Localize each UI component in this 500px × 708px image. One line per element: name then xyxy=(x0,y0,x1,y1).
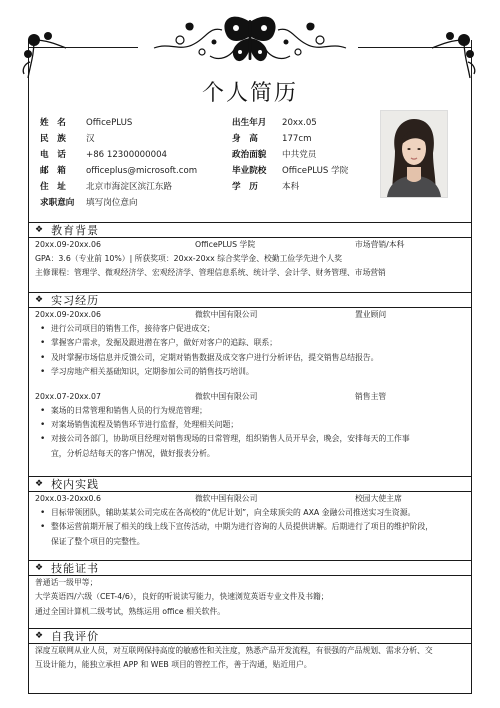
info-degree xyxy=(232,180,299,195)
job-company: 微软中国有限公司 xyxy=(195,391,258,401)
info-address xyxy=(40,180,172,195)
info-value: OfficePLUS 学院 xyxy=(282,166,349,176)
education-school: OfficePLUS 学院 xyxy=(195,240,256,249)
info-label: 电 话 xyxy=(40,150,66,160)
info-value: 20xx.05 xyxy=(282,118,317,128)
education-section xyxy=(29,222,471,281)
campus-company: 微软中国有限公司 xyxy=(195,494,258,503)
self-evaluation-section xyxy=(29,628,471,673)
education-header xyxy=(29,222,471,238)
info-value: 汉 xyxy=(86,134,95,144)
self-evaluation-body xyxy=(29,644,471,673)
list-item: • 案场的日常管理和销售人员的行为规范管理； xyxy=(51,404,465,418)
campus-row xyxy=(35,492,465,506)
skills-section xyxy=(29,560,471,619)
info-political xyxy=(232,148,316,163)
education-body xyxy=(29,238,471,281)
info-value: 本科 xyxy=(282,182,300,192)
diamond-icon: ❖ xyxy=(35,563,44,573)
corner-ornament-left-icon xyxy=(20,26,68,80)
info-label: 求职意向 xyxy=(40,198,75,208)
section-title: 校内实践 xyxy=(51,478,100,491)
section-title: 自我评价 xyxy=(51,630,100,643)
info-value: +86 12300000004 xyxy=(86,150,168,160)
job-bullets xyxy=(35,322,465,380)
skill-line: 通过全国计算机二级考试，熟练运用 office 相关软件。 xyxy=(35,606,226,616)
skills-body xyxy=(29,576,471,619)
info-height xyxy=(232,132,312,147)
education-courses: 主修课程：管理学、微观经济学、宏观经济学、管理信息系统、统计学、会计学、财务管理、市场营销 xyxy=(35,268,386,278)
info-value: 中共党员 xyxy=(282,150,317,160)
info-label: 学 历 xyxy=(232,182,258,192)
info-ethnicity xyxy=(40,132,95,147)
info-label: 政治面貌 xyxy=(232,150,267,160)
self-line: 深度互联网从业人员，对互联网保持高度的敏感性和关注度，熟悉产品开发流程，有很强的产品规划、需求分析、交 xyxy=(35,646,433,655)
list-item: • 学习房地产相关基础知识，定期参加公司的销售技巧培训。 xyxy=(51,365,465,379)
diamond-icon: ❖ xyxy=(35,295,44,305)
job-company: 微软中国有限公司 xyxy=(195,310,258,319)
job-role: 置业顾问 xyxy=(355,310,387,319)
skills-header xyxy=(29,560,471,576)
info-label: 姓 名 xyxy=(40,118,66,128)
list-item: • 对案场销售流程及销售环节进行监督，处理相关问题； xyxy=(51,418,465,432)
info-value: OfficePLUS xyxy=(86,118,133,128)
section-title: 技能证书 xyxy=(51,562,100,575)
job-period: 20xx.07-20xx.07 xyxy=(35,391,101,401)
page-title: 个人简历 xyxy=(201,81,298,106)
job-row xyxy=(35,308,465,322)
list-item: • 及时掌握市场信息并反馈公司，定期对销售数据及成交客户进行分析评估，提交销售总结报告。 xyxy=(51,351,465,365)
self-evaluation-header xyxy=(29,628,471,644)
diamond-icon: ❖ xyxy=(35,631,44,641)
campus-role: 校园大使主席 xyxy=(355,494,402,503)
list-item-continued: 宜，分析总结每天的客户情况，做好报表分析。 xyxy=(51,448,215,458)
campus-header xyxy=(29,476,471,492)
info-value: officeplus@microsoft.com xyxy=(86,166,198,176)
profile-photo xyxy=(380,110,448,198)
info-value: 北京市海淀区滨江东路 xyxy=(86,182,172,192)
info-email xyxy=(40,164,197,179)
campus-body xyxy=(29,492,471,549)
job-role: 销售主管 xyxy=(355,391,387,401)
list-item: • 目标带领团队，辅助某某公司完成在各高校的“优尼计划”，向全球顶尖的 AXA 金融公司推送实习生资源。 xyxy=(51,506,465,520)
info-value: 177cm xyxy=(282,134,312,144)
campus-period: 20xx.03-20xx0.6 xyxy=(35,494,101,503)
job-bullets xyxy=(35,404,465,447)
internship-body xyxy=(29,308,471,461)
job-period: 20xx.09-20xx.06 xyxy=(35,310,101,319)
info-value: 填写岗位意向 xyxy=(86,198,138,208)
education-period: 20xx.09-20xx.06 xyxy=(35,240,101,249)
info-school xyxy=(232,164,348,179)
education-row xyxy=(35,238,465,252)
diamond-icon: ❖ xyxy=(35,225,44,235)
list-item-continued: 保证了整个项目的完整性。 xyxy=(51,536,145,546)
internship-header xyxy=(29,292,471,308)
skill-line: 普通话一级甲等； xyxy=(35,578,98,587)
info-label: 毕业院校 xyxy=(232,166,267,176)
info-label: 民 族 xyxy=(40,134,66,144)
info-phone xyxy=(40,148,167,163)
list-item: • 进行公司项目的销售工作，接待客户促进成交； xyxy=(51,322,465,336)
skill-line: 大学英语四/六级（CET-4/6），良好的听说读写能力，快速浏览英语专业文件及书籍； xyxy=(35,592,329,602)
education-gpa: GPA：3.6（专业前 10%）| 所获奖项：20xx-20xx 综合奖学金、校勤工俭学先进个人奖 xyxy=(35,254,342,263)
info-birth xyxy=(232,116,317,131)
education-major: 市场营销/本科 xyxy=(355,240,405,249)
list-item: • 对接公司各部门，协助项目经理对销售现场的日常管理，组织销售人员开早会，晚会，安排每天的工作事 xyxy=(51,432,465,446)
info-label: 邮 箱 xyxy=(40,166,66,176)
info-name xyxy=(40,116,132,131)
internship-section xyxy=(29,292,471,461)
section-title: 实习经历 xyxy=(51,294,100,307)
list-item: • 掌握客户需求，发掘及跟进潜在客户，做好对客户的追踪、联系； xyxy=(51,336,465,350)
diamond-icon: ❖ xyxy=(35,479,44,489)
section-title: 教育背景 xyxy=(51,224,100,237)
info-intent xyxy=(40,196,138,211)
job-row xyxy=(35,390,465,404)
butterfly-ornament-icon xyxy=(150,12,350,72)
campus-bullets xyxy=(35,506,465,535)
self-line: 互设计能力，能独立承担 APP 和 WEB 项目的管控工作，善于沟通，贴近用户。 xyxy=(35,660,312,670)
corner-ornament-right-icon xyxy=(430,26,478,80)
info-label: 住 址 xyxy=(40,182,66,192)
campus-section xyxy=(29,476,471,549)
info-label: 出生年月 xyxy=(232,118,267,128)
info-label: 身 高 xyxy=(232,134,258,144)
list-item: • 整体运营前期开展了相关的线上线下宣传活动，中期为进行咨询的人员提供讲解。后期进行了项目的维护阶段， xyxy=(51,520,465,534)
